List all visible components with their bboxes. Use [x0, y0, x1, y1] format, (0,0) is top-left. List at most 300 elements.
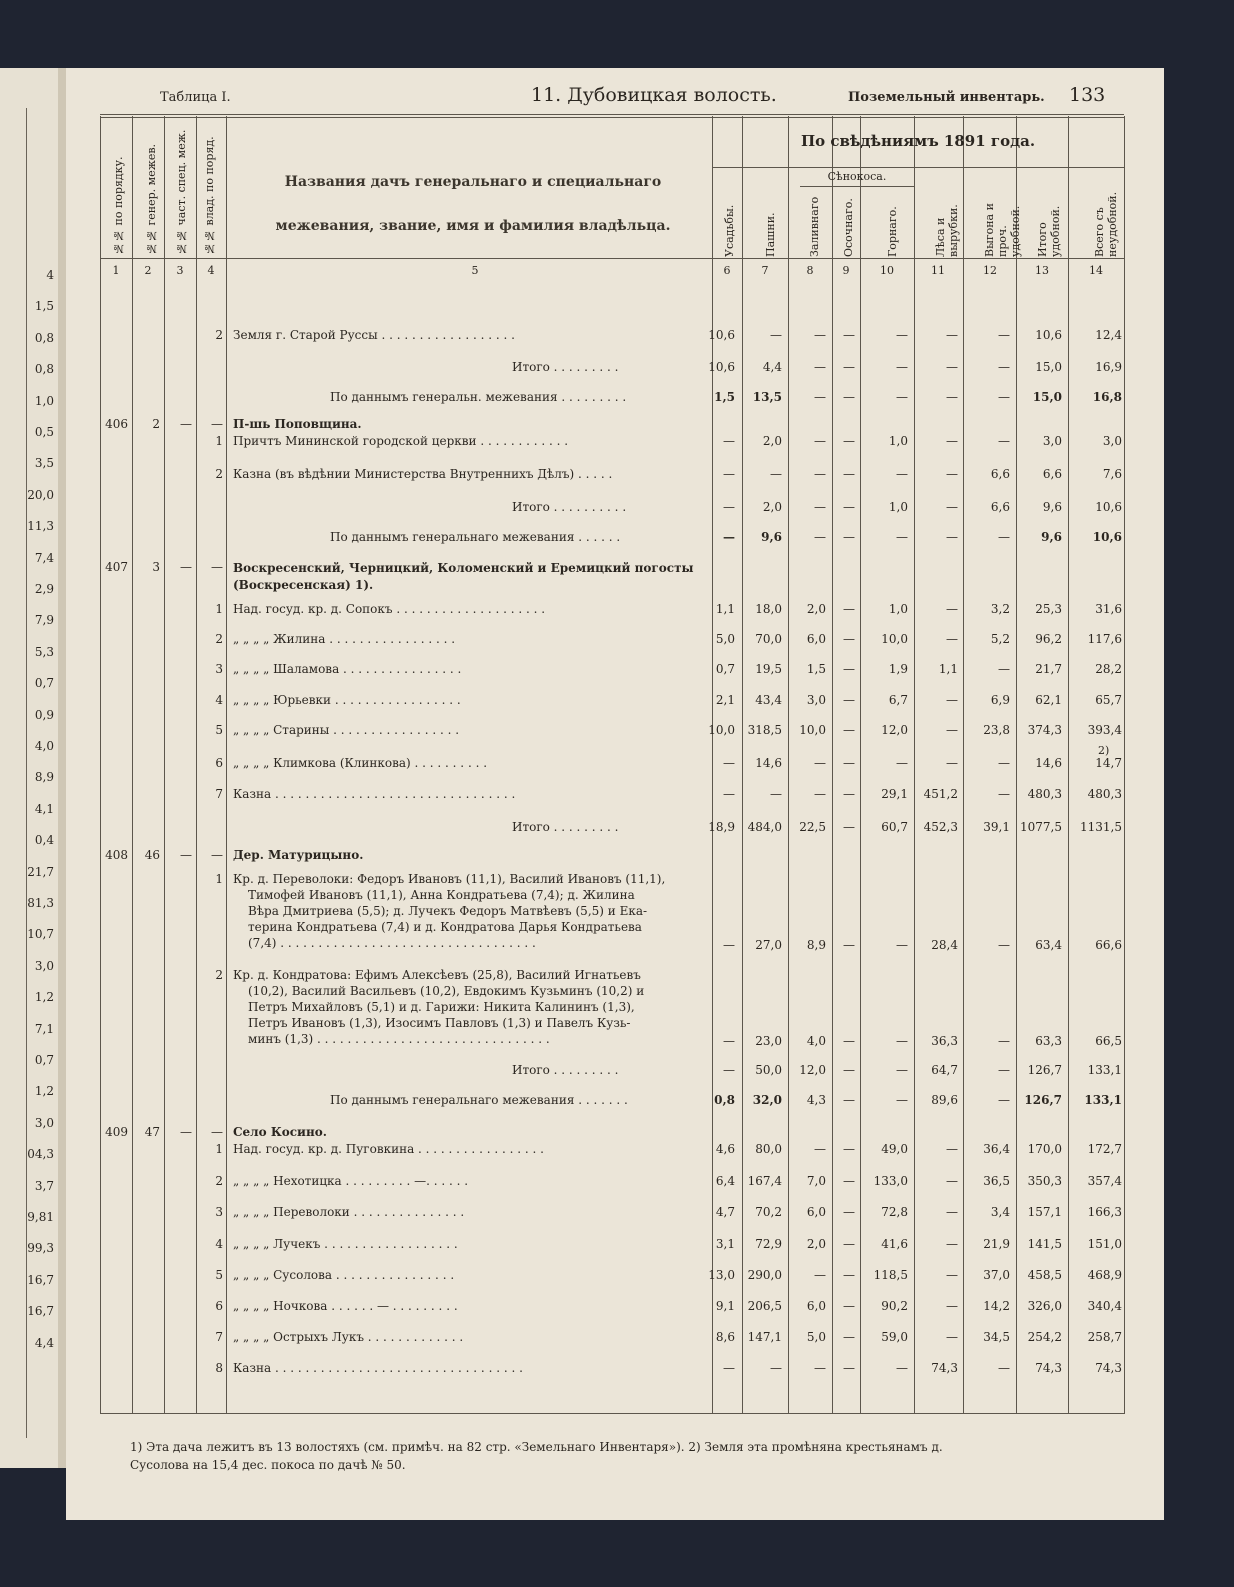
cell-value: 141,5: [1027, 1237, 1062, 1251]
cell-value: —: [814, 530, 826, 544]
cell-value: 133,1: [1084, 1093, 1122, 1107]
table-row: [0, 328, 1234, 350]
cell-value: —: [843, 1330, 855, 1344]
cell-value: —: [843, 756, 855, 770]
cell-value: 41,6: [881, 1237, 908, 1251]
cell-value: 2,1: [715, 693, 735, 707]
left-page-value: 16,7: [27, 1272, 54, 1287]
column-number: 9: [842, 264, 850, 277]
cell-value: —: [770, 467, 782, 481]
cell-name: „ „ „ „ Юрьевки . . . . . . . . . . . . . . . . .: [233, 693, 461, 707]
table-row: [0, 1093, 1234, 1115]
cell-value: 1,9: [888, 662, 908, 676]
hay-header-rule: [800, 186, 914, 187]
page-number: 133: [1069, 84, 1106, 106]
cell-value: —: [896, 1361, 908, 1375]
cell-value: 458,5: [1027, 1268, 1062, 1282]
cell-value: 6,6: [990, 467, 1010, 481]
col-header-4: №№ влад. по поряд.: [203, 136, 216, 255]
cell-value: —: [770, 787, 782, 801]
left-page-value: 81,3: [27, 896, 54, 910]
left-page-value: 3,0: [34, 1115, 54, 1130]
table-row: [0, 434, 1234, 456]
cell-owner-no: —: [211, 848, 223, 862]
table-row: [0, 662, 1234, 684]
cell-value: 6,4: [715, 1174, 735, 1188]
cell-value: 21,7: [1035, 662, 1062, 676]
left-page-value: 10,7: [27, 927, 54, 942]
cell-value: —: [814, 787, 826, 801]
cell-value: —: [770, 328, 782, 342]
left-page-value: 21,7: [27, 864, 54, 879]
cell-value: —: [843, 1268, 855, 1282]
cell-value: 1077,5: [1020, 820, 1062, 834]
cell-owner-no: 6: [215, 1299, 223, 1313]
cell-value: 6,6: [1042, 467, 1062, 481]
section-title: Поземельный инвентарь.: [848, 90, 1045, 105]
cell-value: —: [946, 500, 958, 514]
left-page-value: 3,7: [34, 1178, 54, 1193]
cell-value: —: [946, 1142, 958, 1156]
col-header-2: №№ генер. межев.: [145, 143, 158, 255]
cell-name: Над. госуд. кр. д. Сопокъ . . . . . . . . . . . . . . . . . . . .: [233, 602, 546, 616]
cell-value: 166,3: [1087, 1205, 1122, 1219]
cell-value: 28,4: [931, 938, 958, 952]
cell-value: 3,2: [990, 602, 1010, 616]
cell-value: —: [998, 1034, 1010, 1048]
cell-value: 74,3: [1095, 1361, 1122, 1375]
cell-value: 15,0: [1032, 390, 1062, 404]
table-row: [0, 1205, 1234, 1227]
left-page-value: 0,8: [34, 362, 54, 377]
cell-value: 8,6: [715, 1330, 735, 1344]
left-page-value: 7,4: [34, 550, 54, 565]
left-page-value: 99,3: [27, 1241, 54, 1256]
cell-value: —: [843, 467, 855, 481]
cell-value: 7,0: [806, 1174, 826, 1188]
col-header-3: №№ част. спец. меж.: [175, 129, 188, 255]
cell-value: —: [843, 1174, 855, 1188]
cell-name: „ „ „ „ Климкова (Клинкова) . . . . . . . . . .: [233, 756, 488, 770]
cell-owner-no: 5: [215, 1268, 223, 1282]
column-number: 1: [112, 264, 120, 277]
cell-value: 10,6: [1035, 328, 1062, 342]
left-page-value: 5,3: [34, 644, 54, 659]
column-number: 7: [761, 264, 769, 277]
left-page-value: 4,4: [34, 1335, 54, 1350]
column-number: 10: [880, 264, 894, 277]
cell-value: —: [896, 1034, 908, 1048]
cell-value: 2,0: [762, 434, 782, 448]
cell-value: —: [946, 434, 958, 448]
cell-owner-no: 8: [215, 1361, 223, 1375]
cell-value: 23,0: [755, 1034, 782, 1048]
cell-value: 480,3: [1087, 787, 1122, 801]
cell-value: 451,2: [923, 787, 958, 801]
cell-value: 2,0: [806, 602, 826, 616]
cell-value: —: [998, 938, 1010, 952]
cell-value: 64,7: [931, 1063, 958, 1077]
cell-value: 350,3: [1027, 1174, 1062, 1188]
left-page-value: 3,0: [34, 958, 54, 973]
cell-value: 65,7: [1095, 693, 1122, 707]
footnote-line-2: Сусолова на 15,4 дес. покоса по дачѣ № 50.: [130, 1458, 406, 1472]
table-row-multiline: [0, 968, 1234, 1058]
cell-value: —: [946, 1299, 958, 1313]
cell-name-line: минъ (1,3) . . . . . . . . . . . . . . . . . . . . . . . . . . . . . . .: [248, 1032, 550, 1046]
cell-name-line: Кр. д. Кондратова: Ефимъ Алексѣевъ (25,8), Василий Игнатьевъ: [233, 968, 641, 982]
cell-value: 16,9: [1095, 360, 1122, 374]
cell-value: 72,8: [881, 1205, 908, 1219]
cell-value: —: [998, 434, 1010, 448]
cell-order-no: 409: [105, 1125, 128, 1139]
cell-value: —: [896, 390, 908, 404]
column-number: 11: [931, 264, 945, 277]
cell-value: 6,0: [806, 1299, 826, 1313]
table-row: [0, 1330, 1234, 1352]
cell-name: Над. госуд. кр. д. Пуговкина . . . . . . . . . . . . . . . . .: [233, 1142, 544, 1156]
cell-name: Воскресенский, Черницкий, Коломенский и Еремицкий погосты (Воскресенская) 1).: [233, 561, 694, 592]
col-header-10: Горнаго.: [886, 206, 899, 257]
cell-value: —: [896, 328, 908, 342]
left-page-value: 4,0: [34, 739, 54, 753]
cell-value: 1,0: [888, 602, 908, 616]
cell-value: 1,0: [888, 434, 908, 448]
cell-value: 36,4: [983, 1142, 1010, 1156]
cell-value: 167,4: [747, 1174, 782, 1188]
cell-value: —: [843, 1361, 855, 1375]
cell-owner-no: 1: [215, 1142, 223, 1156]
cell-value: 36,3: [931, 1034, 958, 1048]
cell-name: „ „ „ „ Старины . . . . . . . . . . . . . . . . .: [233, 723, 460, 737]
cell-name-line: (7,4) . . . . . . . . . . . . . . . . . . . . . . . . . . . . . . . . . .: [248, 936, 536, 950]
cell-value: 1,5: [806, 662, 826, 676]
table-row-multiline: [0, 872, 1234, 962]
left-page-value: 16,7: [27, 1304, 54, 1319]
cell-value: 206,5: [747, 1299, 782, 1313]
cell-value: —: [843, 723, 855, 737]
cell-spec-no: —: [180, 560, 192, 574]
cell-value: 49,0: [881, 1142, 908, 1156]
cell-owner-no: 2: [215, 968, 223, 982]
cell-name: „ „ „ „ Нехотицка . . . . . . . . . —. . . . . .: [233, 1174, 469, 1188]
cell-value: —: [998, 787, 1010, 801]
left-page-value: 0,8: [34, 330, 54, 345]
cell-value: 374,3: [1027, 723, 1062, 737]
cell-value: 74,3: [931, 1361, 958, 1375]
cell-value: 4,6: [715, 1142, 735, 1156]
table-bottom-border: [100, 1413, 1124, 1414]
cell-owner-no: 1: [215, 602, 223, 616]
column-number: 6: [723, 264, 731, 277]
cell-owner-no: 4: [215, 693, 223, 707]
cell-value: —: [896, 756, 908, 770]
col-header-12: Выгона и проч. удобной.: [983, 203, 1022, 257]
page-title: 11. Дубовицкая волость.: [531, 84, 777, 106]
cell-value: 133,1: [1087, 1063, 1122, 1077]
left-page-value: 20,0: [27, 487, 54, 502]
cell-value: —: [843, 1299, 855, 1313]
cell-name: „ „ „ „ Острыхъ Лукъ . . . . . . . . . . . . .: [233, 1330, 464, 1344]
cell-value: 32,0: [752, 1093, 782, 1107]
col-header-6: Усадьбы.: [723, 204, 736, 257]
cell-value: 90,2: [881, 1299, 908, 1313]
cell-value: 1,0: [888, 500, 908, 514]
table-row: [0, 820, 1234, 842]
cell-value: 1,5: [714, 390, 735, 404]
table-row: [0, 602, 1234, 624]
cell-value: 37,0: [983, 1268, 1010, 1282]
cell-name-line: Кр. д. Переволоки: Федоръ Ивановъ (11,1), Василий Ивановъ (11,1),: [233, 872, 666, 886]
cell-value: —: [946, 328, 958, 342]
cell-value: 117,6: [1087, 632, 1122, 646]
table-row: [0, 1237, 1234, 1259]
cell-value: 28,2: [1095, 662, 1122, 676]
left-page-value: 1,5: [34, 299, 54, 314]
cell-value: —: [723, 1361, 735, 1375]
cell-value: —: [723, 467, 735, 481]
cell-value: 60,7: [881, 820, 908, 834]
cell-value: 2,0: [762, 500, 782, 514]
cell-value: 1,1: [938, 662, 958, 676]
cell-value: —: [723, 1063, 735, 1077]
cell-owner-no: 2: [215, 1174, 223, 1188]
cell-gen-no: 46: [144, 848, 160, 862]
left-page-value: 1,0: [34, 393, 54, 408]
cell-value: —: [723, 787, 735, 801]
cell-value: —: [998, 360, 1010, 374]
footnote-mark: 2): [1098, 744, 1110, 757]
cell-order-no: 408: [105, 848, 128, 862]
column-number: 3: [176, 264, 184, 277]
cell-value: 452,3: [923, 820, 958, 834]
table-row: [0, 632, 1234, 654]
cell-owner-no: 2: [215, 328, 223, 342]
cell-value: 0,7: [715, 662, 735, 676]
cell-value: 6,0: [806, 632, 826, 646]
cell-name: По даннымъ генеральн. межевания . . . . . . . . .: [330, 390, 627, 404]
cell-spec-no: —: [180, 848, 192, 862]
cell-value: 3,1: [715, 1237, 735, 1251]
cell-value: 62,1: [1035, 693, 1062, 707]
left-page-value: 0,7: [34, 1053, 54, 1067]
cell-value: 3,4: [990, 1205, 1010, 1219]
cell-value: —: [946, 1205, 958, 1219]
cell-value: —: [723, 938, 735, 952]
cell-value: 6,0: [806, 1205, 826, 1219]
column-number: 8: [806, 264, 814, 277]
cell-name: По даннымъ генеральнаго межевания . . . . . .: [330, 530, 621, 544]
cell-owner-no: 3: [215, 1205, 223, 1219]
cell-value: 340,4: [1087, 1299, 1122, 1313]
table-row: [0, 1174, 1234, 1196]
cell-owner-no: 4: [215, 1237, 223, 1251]
cell-value: 9,6: [761, 530, 782, 544]
cell-value: 126,7: [1027, 1063, 1062, 1077]
column-number: 2: [144, 264, 152, 277]
cell-name: Село Косино.: [233, 1125, 327, 1139]
cell-value: —: [946, 467, 958, 481]
cell-name: „ „ „ „ Лучекъ . . . . . . . . . . . . . . . . . .: [233, 1237, 458, 1251]
cell-value: 13,0: [708, 1268, 735, 1282]
cell-owner-no: 3: [215, 662, 223, 676]
table-row: [0, 693, 1234, 715]
cell-value: 170,0: [1027, 1142, 1062, 1156]
cell-value: 10,6: [708, 328, 735, 342]
cell-value: 96,2: [1035, 632, 1062, 646]
table-row: [0, 1268, 1234, 1290]
cell-value: 70,2: [755, 1205, 782, 1219]
cell-value: 3,0: [1102, 434, 1122, 448]
cell-value: 50,0: [755, 1063, 782, 1077]
cell-value: 10,0: [708, 723, 735, 737]
cell-value: —: [946, 1330, 958, 1344]
cell-value: 80,0: [755, 1142, 782, 1156]
table-top-border: [100, 114, 1124, 115]
cell-value: 3,0: [1042, 434, 1062, 448]
cell-value: 147,1: [747, 1330, 782, 1344]
cell-value: 14,2: [983, 1299, 1010, 1313]
left-page-value: 0,9: [34, 707, 54, 722]
cell-value: 4,0: [806, 1034, 826, 1048]
column-number: 12: [983, 264, 997, 277]
cell-name: „ „ „ „ Жилина . . . . . . . . . . . . . . . . .: [233, 632, 456, 646]
cell-value: 89,6: [931, 1093, 958, 1107]
cell-value: —: [843, 1205, 855, 1219]
cell-value: 318,5: [747, 723, 782, 737]
cell-value: —: [946, 693, 958, 707]
cell-name-line: Петръ Ивановъ (1,3), Изосимъ Павловъ (1,3) и Павелъ Кузь-: [248, 1016, 631, 1030]
table-row: [0, 360, 1234, 382]
cell-value: 258,7: [1087, 1330, 1122, 1344]
cell-spec-no: —: [180, 417, 192, 431]
group-header: По свѣдѣниямъ 1891 года.: [800, 132, 1036, 150]
column-number: 5: [471, 264, 479, 277]
cell-value: —: [843, 530, 855, 544]
cell-value: 5,0: [715, 632, 735, 646]
cell-value: 1131,5: [1080, 820, 1122, 834]
cell-name-line: (10,2), Василий Васильевъ (10,2), Евдокимъ Кузьминъ (10,2) и: [248, 984, 645, 998]
cell-name: Казна . . . . . . . . . . . . . . . . . . . . . . . . . . . . . . . .: [233, 787, 516, 801]
cell-value: —: [946, 390, 958, 404]
left-page-value: 3,5: [34, 456, 54, 471]
col-header-7: Пашни.: [764, 212, 777, 257]
cell-value: —: [843, 1142, 855, 1156]
cell-value: 2,0: [806, 1237, 826, 1251]
cell-value: 10,6: [708, 360, 735, 374]
table-row: [0, 390, 1234, 412]
cell-value: 172,7: [1087, 1142, 1122, 1156]
cell-value: 5,2: [990, 632, 1010, 646]
cell-value: —: [946, 1237, 958, 1251]
cell-value: 70,0: [755, 632, 782, 646]
cell-value: 63,3: [1035, 1034, 1062, 1048]
cell-value: 59,0: [881, 1330, 908, 1344]
cell-value: 16,8: [1092, 390, 1122, 404]
cell-value: —: [814, 360, 826, 374]
left-page-value: 9,81: [27, 1210, 54, 1224]
table-row: [0, 1142, 1234, 1164]
cell-value: —: [843, 434, 855, 448]
col-header-9: Осочнаго.: [842, 198, 855, 257]
cell-value: —: [843, 328, 855, 342]
cell-value: —: [723, 756, 735, 770]
cell-value: —: [998, 390, 1010, 404]
table-label: Таблица I.: [160, 90, 231, 105]
cell-value: 7,6: [1102, 467, 1122, 481]
cell-value: 36,5: [983, 1174, 1010, 1188]
cell-value: —: [946, 723, 958, 737]
cell-value: 6,9: [990, 693, 1010, 707]
cell-value: —: [896, 467, 908, 481]
cell-value: 393,4: [1087, 723, 1122, 737]
cell-value: 19,5: [755, 662, 782, 676]
table-row: [0, 723, 1234, 745]
cell-owner-no: 2: [215, 467, 223, 481]
left-page-value: 8,9: [34, 770, 54, 785]
left-page-value: 2,9: [34, 582, 54, 596]
left-page-value: 0,5: [34, 425, 54, 439]
left-page-value: 4,1: [34, 801, 54, 816]
cell-name-line: Вѣра Дмитриева (5,5); д. Лучекъ Федоръ Матвѣевъ (5,5) и Ека-: [248, 904, 648, 918]
cell-name: Земля г. Старой Руссы . . . . . . . . . . . . . . . . . .: [233, 328, 515, 342]
cell-value: 254,2: [1027, 1330, 1062, 1344]
cell-name: „ „ „ „ Ночкова . . . . . . — . . . . . . . . .: [233, 1299, 458, 1313]
cell-name: Итого . . . . . . . . .: [512, 820, 619, 834]
cell-value: —: [843, 500, 855, 514]
cell-value: 9,6: [1041, 530, 1062, 544]
cell-value: —: [814, 1142, 826, 1156]
cell-value: 13,5: [752, 390, 782, 404]
cell-value: 10,6: [1092, 530, 1122, 544]
column-number: 4: [207, 264, 215, 277]
cell-value: 31,6: [1095, 602, 1122, 616]
cell-owner-no: —: [211, 417, 223, 431]
cell-value: —: [998, 530, 1010, 544]
cell-value: 290,0: [747, 1268, 782, 1282]
cell-value: —: [814, 328, 826, 342]
cell-owner-no: 6: [215, 756, 223, 770]
col-header-11: Лѣса и вырубки.: [934, 204, 960, 257]
cell-value: 27,0: [755, 938, 782, 952]
cell-value: —: [946, 360, 958, 374]
left-page-value: 1,2: [34, 1084, 54, 1099]
cell-value: 72,9: [755, 1237, 782, 1251]
cell-value: —: [896, 938, 908, 952]
cell-value: —: [843, 1237, 855, 1251]
cell-value: 480,3: [1027, 787, 1062, 801]
cell-name: Итого . . . . . . . . .: [512, 1063, 619, 1077]
left-page-value: 11,3: [27, 519, 54, 534]
left-page-value: 04,3: [27, 1147, 54, 1162]
cell-name: По даннымъ генеральнаго межевания . . . . . . .: [330, 1093, 628, 1107]
cell-value: —: [896, 360, 908, 374]
cell-value: —: [998, 1063, 1010, 1077]
cell-value: 484,0: [747, 820, 782, 834]
cell-value: —: [843, 787, 855, 801]
table-row: [0, 500, 1234, 522]
cell-name: „ „ „ „ Сусолова . . . . . . . . . . . . . . . .: [233, 1268, 455, 1282]
cell-owner-no: 7: [215, 787, 223, 801]
cell-value: —: [998, 1093, 1010, 1107]
cell-name: Причтъ Мининской городской церкви . . . . . . . . . . . .: [233, 434, 569, 448]
cell-value: 5,0: [806, 1330, 826, 1344]
cell-value: 21,9: [983, 1237, 1010, 1251]
table-row: [0, 1299, 1234, 1321]
cell-value: 126,7: [1024, 1093, 1062, 1107]
table-row: [0, 530, 1234, 552]
cell-name: „ „ „ „ Шаламова . . . . . . . . . . . . . . . .: [233, 662, 462, 676]
